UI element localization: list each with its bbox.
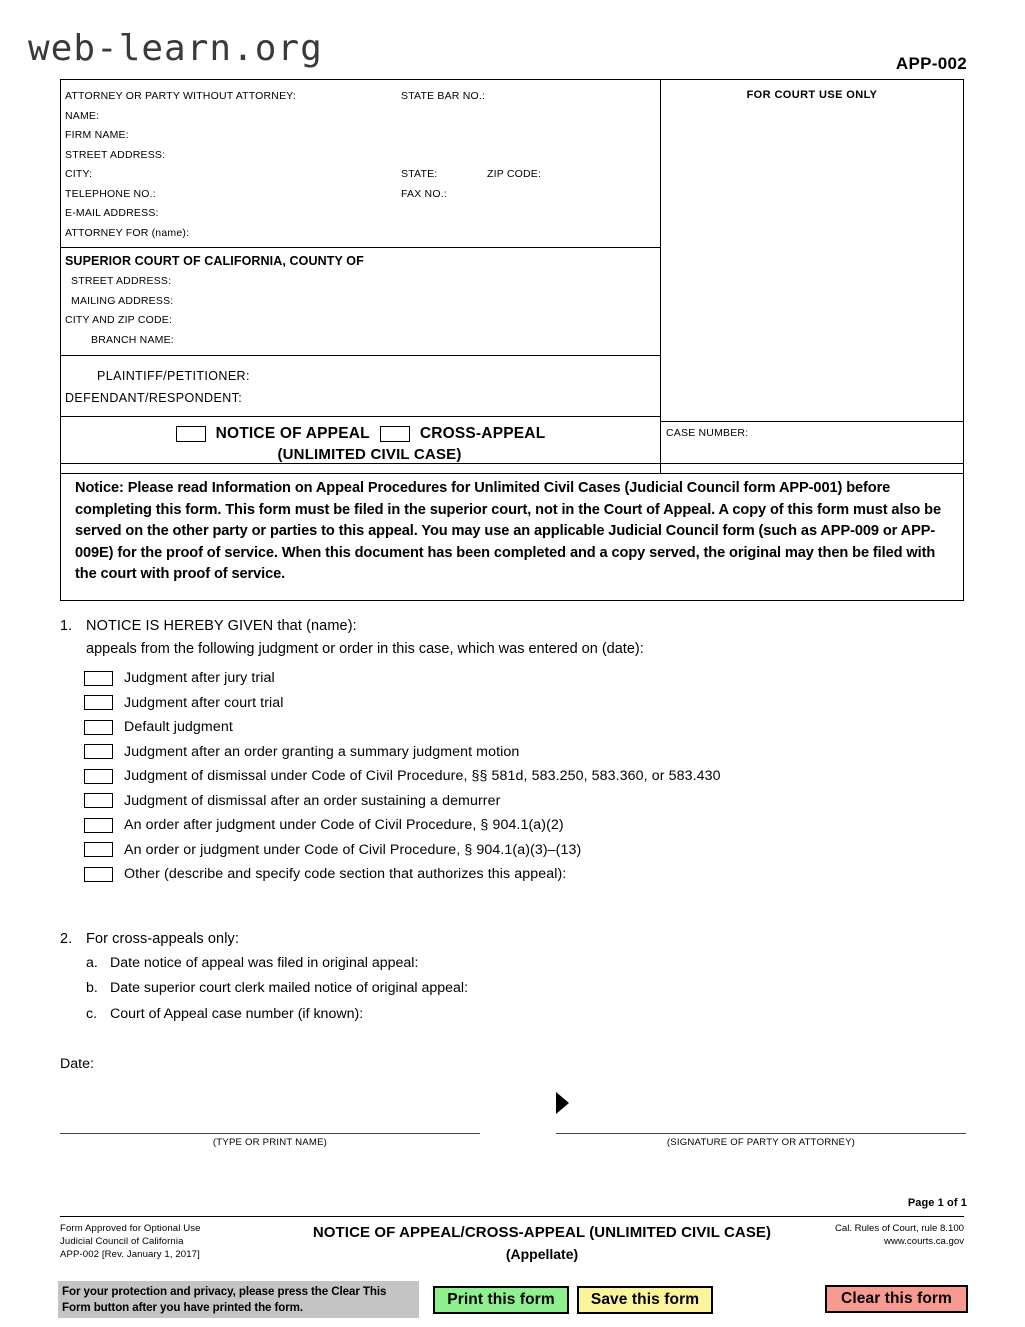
item-2	[60, 927, 970, 951]
action-bar	[58, 1281, 968, 1319]
court-branch-label: BRANCH NAME:	[91, 333, 174, 346]
attorney-zip-label: ZIP CODE:	[487, 168, 542, 180]
attorney-state-label: STATE:	[401, 168, 438, 180]
option-label: Judgment after court trial	[124, 694, 284, 711]
form-subtitle: (UNLIMITED CIVIL CASE)	[277, 446, 462, 463]
footer-council-line: Judicial Council of California	[60, 1236, 184, 1247]
item-2b-letter: b.	[86, 980, 98, 996]
checkbox-dismissal-ccp-581d[interactable]	[84, 769, 113, 784]
signature-pointer-icon	[556, 1092, 569, 1114]
checkbox-judgment-after-jury-trial[interactable]	[84, 671, 113, 686]
attorney-city-label: CITY:	[65, 168, 93, 180]
item-1	[60, 614, 970, 638]
signature-row	[60, 1112, 966, 1148]
clear-form-button[interactable]: Clear this form	[825, 1285, 968, 1313]
item-1-number: 1.	[60, 618, 73, 634]
footer-divider	[60, 1216, 964, 1217]
footer-form-subtitle: (Appellate)	[505, 1246, 579, 1262]
footer-approved-line: Form Approved for Optional Use	[60, 1223, 201, 1234]
option-row[interactable]	[60, 862, 970, 887]
footer-title-block	[280, 1222, 804, 1264]
signature-area	[60, 1112, 966, 1148]
for-court-use-only-label: FOR COURT USE ONLY	[746, 89, 878, 101]
page-footer	[60, 1222, 964, 1264]
page-indicator: Page 1 of 1	[907, 1197, 967, 1209]
state-bar-no-label: STATE BAR NO.:	[401, 90, 486, 102]
checkbox-default-judgment[interactable]	[84, 720, 113, 735]
privacy-notice: For your protection and privacy, please press the Clear This Form button after you have printed the form.	[58, 1281, 419, 1318]
print-name-caption: (TYPE OR PRINT NAME)	[212, 1137, 328, 1148]
caption-right-column	[661, 80, 963, 473]
option-row[interactable]	[60, 764, 970, 789]
item-2c-letter: c.	[86, 1005, 98, 1022]
site-masthead: web-learn.org	[28, 28, 323, 69]
attorney-for-label: ATTORNEY FOR (name):	[65, 226, 190, 239]
court-street-label: STREET ADDRESS:	[71, 275, 172, 287]
cross-appeal-label: CROSS-APPEAL	[419, 425, 546, 442]
option-row[interactable]	[60, 666, 970, 691]
option-label: Judgment after jury trial	[124, 670, 275, 687]
checkbox-judgment-after-court-trial[interactable]	[84, 695, 113, 710]
notice-box	[60, 463, 964, 601]
footer-website: www.courts.ca.gov	[884, 1236, 964, 1247]
print-name-line[interactable]	[60, 1112, 480, 1134]
checkbox-dismissal-after-demurrer[interactable]	[84, 793, 113, 808]
option-row[interactable]	[60, 691, 970, 716]
option-label: Judgment of dismissal after an order sustaining a demurrer	[124, 792, 501, 809]
option-row[interactable]	[60, 838, 970, 863]
case-number-field[interactable]: CASE NUMBER:	[661, 421, 963, 473]
save-form-button[interactable]: Save this form	[577, 1286, 713, 1314]
superior-court-title: SUPERIOR COURT OF CALIFORNIA, COUNTY OF	[65, 254, 364, 268]
option-label: An order after judgment under Code of Civil Procedure, § 904.1(a)(2)	[124, 817, 564, 834]
item-2c-label: Court of Appeal case number (if known):	[110, 1005, 364, 1022]
attorney-email-label: E-MAIL ADDRESS:	[65, 207, 159, 219]
option-row[interactable]	[60, 715, 970, 740]
print-name-column	[60, 1112, 480, 1148]
attorney-header-label: ATTORNEY OR PARTY WITHOUT ATTORNEY:	[65, 90, 297, 102]
item-2-subitem[interactable]	[60, 976, 970, 1002]
item-1-heading: NOTICE IS HEREBY GIVEN that (name):	[86, 618, 357, 634]
item-2-subitem[interactable]	[60, 951, 970, 977]
signature-line[interactable]	[556, 1112, 966, 1134]
footer-left-block	[60, 1222, 280, 1261]
court-block[interactable]	[61, 248, 660, 356]
attorney-block[interactable]	[61, 80, 660, 248]
attorney-street-label: STREET ADDRESS:	[65, 148, 166, 161]
court-mailing-label: MAILING ADDRESS:	[71, 294, 174, 307]
option-row[interactable]	[60, 740, 970, 765]
attorney-telephone-label: TELEPHONE NO.:	[65, 187, 156, 200]
item-2b-label: Date superior court clerk mailed notice of original appeal:	[110, 980, 469, 996]
item-1-options	[60, 666, 970, 887]
checkbox-order-or-judgment-904-1-a-3-13[interactable]	[84, 842, 113, 857]
item-2-heading: For cross-appeals only:	[86, 930, 239, 947]
attorney-city-row	[65, 165, 660, 185]
checkbox-cross-appeal[interactable]	[380, 426, 410, 442]
checkbox-summary-judgment-motion[interactable]	[84, 744, 113, 759]
court-city-zip-label: CITY AND ZIP CODE:	[65, 314, 173, 326]
checkbox-notice-of-appeal[interactable]	[176, 426, 206, 442]
option-label: Other (describe and specify code section that authorizes this appeal):	[124, 866, 567, 883]
footer-rule-citation: Cal. Rules of Court, rule 8.100	[834, 1223, 964, 1234]
caption-left-column	[61, 80, 661, 473]
option-label: An order or judgment under Code of Civil Procedure, § 904.1(a)(3)–(13)	[124, 841, 582, 858]
item-1-subheading: appeals from the following judgment or order in this case, which was entered on (date):	[86, 641, 644, 657]
defendant-respondent-label: DEFENDANT/RESPONDENT:	[65, 391, 243, 405]
attorney-name-label: NAME:	[65, 109, 100, 122]
print-form-button[interactable]: Print this form	[433, 1286, 569, 1314]
parties-block[interactable]	[61, 356, 660, 417]
footer-right-block	[804, 1222, 964, 1248]
footer-form-title: NOTICE OF APPEAL/CROSS-APPEAL (UNLIMITED CIVIL CASE)	[312, 1224, 772, 1241]
plaintiff-petitioner-label: PLAINTIFF/PETITIONER:	[97, 369, 250, 383]
checkbox-other[interactable]	[84, 867, 113, 882]
form-body	[60, 614, 970, 1072]
date-field-label[interactable]: Date:	[60, 1056, 94, 1072]
signature-caption: (SIGNATURE OF PARTY OR ATTORNEY)	[666, 1137, 856, 1148]
form-number: APP-002	[895, 54, 967, 73]
notice-of-appeal-label: NOTICE OF APPEAL	[215, 425, 370, 442]
caption-table	[60, 79, 964, 474]
attorney-header-row	[65, 87, 660, 107]
attorney-phone-row	[65, 185, 660, 205]
footer-revision-line: APP-002 [Rev. January 1, 2017]	[60, 1249, 200, 1260]
form-title-row	[61, 425, 660, 443]
option-label: Judgment after an order granting a summary judgment motion	[124, 743, 520, 760]
option-label: Judgment of dismissal under Code of Civil Procedure, §§ 581d, 583.250, 583.360, or 583.430	[124, 768, 721, 785]
option-row[interactable]	[60, 813, 970, 838]
notice-box-text: Notice: Please read Information on Appeal Procedures for Unlimited Civil Cases (Judicial Council form APP-001) before completing this form. This form must be filed in the superior court, not in the Court of Appeal. A copy of this form must also be served on the other party or parties to this appeal. You may use an applicable Judicial Council form (such as APP-009 or APP-009E) for the proof of service. When this document has been completed and a copy served, the original may then be filed with the court with proof of service.	[75, 480, 942, 582]
item-2a-label: Date notice of appeal was filed in original appeal:	[110, 954, 419, 971]
checkbox-order-after-judgment-904-1-a-2[interactable]	[84, 818, 113, 833]
item-2a-letter: a.	[86, 954, 98, 971]
option-row[interactable]	[60, 789, 970, 814]
signature-column	[556, 1112, 966, 1148]
attorney-firm-label: FIRM NAME:	[65, 129, 129, 141]
option-label: Default judgment	[124, 719, 233, 736]
item-2-number: 2.	[60, 930, 73, 947]
attorney-fax-label: FAX NO.:	[401, 187, 447, 200]
item-2-subitem[interactable]	[60, 1002, 970, 1028]
